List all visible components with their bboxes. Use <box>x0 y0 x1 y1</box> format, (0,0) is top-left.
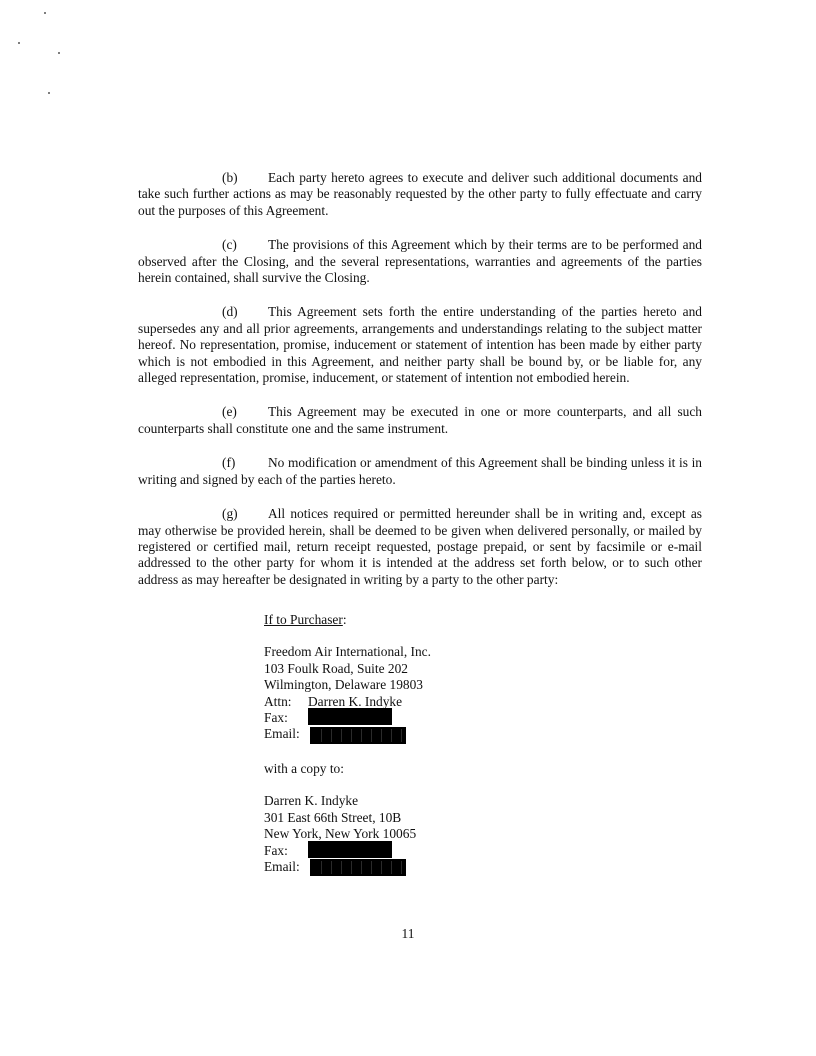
purchaser-heading: If to Purchaser: <box>264 612 347 627</box>
copy-email: Email: <box>264 859 416 876</box>
paragraph-b <box>138 170 702 219</box>
purchaser-address-block <box>264 612 431 744</box>
purchaser-attn: Attn: Darren K. Indyke <box>264 693 403 709</box>
paragraph-f <box>138 455 702 488</box>
paragraph-marker: (b) <box>222 170 238 185</box>
redaction-block <box>308 841 392 858</box>
purchaser-company: Freedom Air International, Inc. <box>264 644 431 660</box>
copy-street: 301 East 66th Street, 10B <box>264 809 402 825</box>
paragraph-marker: (f) <box>222 455 236 471</box>
redaction-block <box>310 727 406 744</box>
paragraph-d <box>138 304 702 386</box>
purchaser-fax: Fax: <box>264 710 431 726</box>
paragraph-marker: (g) <box>222 506 238 522</box>
scan-speck <box>18 42 20 44</box>
copy-intro: with a copy to: <box>264 761 344 776</box>
document-body <box>138 170 702 606</box>
copy-address-block <box>264 761 416 876</box>
scan-speck <box>48 92 50 94</box>
paragraph-c <box>138 237 702 286</box>
purchaser-street: 103 Foulk Road, Suite 202 <box>264 660 408 676</box>
redaction-block <box>308 708 392 725</box>
copy-city: New York, New York 10065 <box>264 826 417 842</box>
paragraph-g <box>138 506 702 588</box>
paragraph-e <box>138 404 702 437</box>
purchaser-city: Wilmington, Delaware 19803 <box>264 677 423 693</box>
copy-fax: Fax: <box>264 843 416 859</box>
scan-speck <box>58 52 60 54</box>
scan-speck <box>44 12 46 14</box>
paragraph-marker: (e) <box>222 404 237 420</box>
paragraph-text: No modification or amendment of this Agreement shall be binding unless it is in writing and signed by each of the parties hereto. <box>138 455 702 487</box>
paragraph-text: This Agreement sets forth the entire understanding of the parties hereto and supersedes any and all prior agreements, arrangements and understandings relating to the subject matter hereof. No representation, promise, inducement or statement of intention has been made by either party which is not embodied in this Agreement, and neither party shall be bound by, or be liable for, any alleged representation, promise, inducement, or statement of intention not embodied herein. <box>138 304 702 386</box>
paragraph-marker: (c) <box>222 237 237 253</box>
paragraph-marker: (d) <box>222 304 238 320</box>
purchaser-email: Email: <box>264 726 431 743</box>
copy-name: Darren K. Indyke <box>264 793 359 809</box>
paragraph-text: This Agreement may be executed in one or more counterparts, and all such counterparts shall constitute one and the same instrument. <box>138 404 702 436</box>
paragraph-text: Each party hereto agrees to execute and deliver such additional documents and take such further actions as may be reasonably requested by the other party to fully effectuate and carry out the purposes of this Agreement. <box>138 170 702 218</box>
redaction-block <box>310 859 406 876</box>
purchaser-attn-name: Darren K. Indyke <box>308 693 403 709</box>
page-number: 11 <box>401 926 415 941</box>
paragraph-text: The provisions of this Agreement which by their terms are to be performed and observed after the Closing, and the several representations, warranties and agreements of the parties herein contained, shall survive the Closing. <box>138 237 702 286</box>
paragraph-text: All notices required or permitted hereunder shall be in writing and, except as may otherwise be provided herein, shall be deemed to be given when delivered personally, or mailed by registered or certified mail, return receipt requested, postage prepaid, or sent by facsimile or e-mail addressed to the other party for whom it is intended at the address set forth below, or to such other address as may hereafter be designated in writing by a party to the other party: <box>138 506 702 587</box>
